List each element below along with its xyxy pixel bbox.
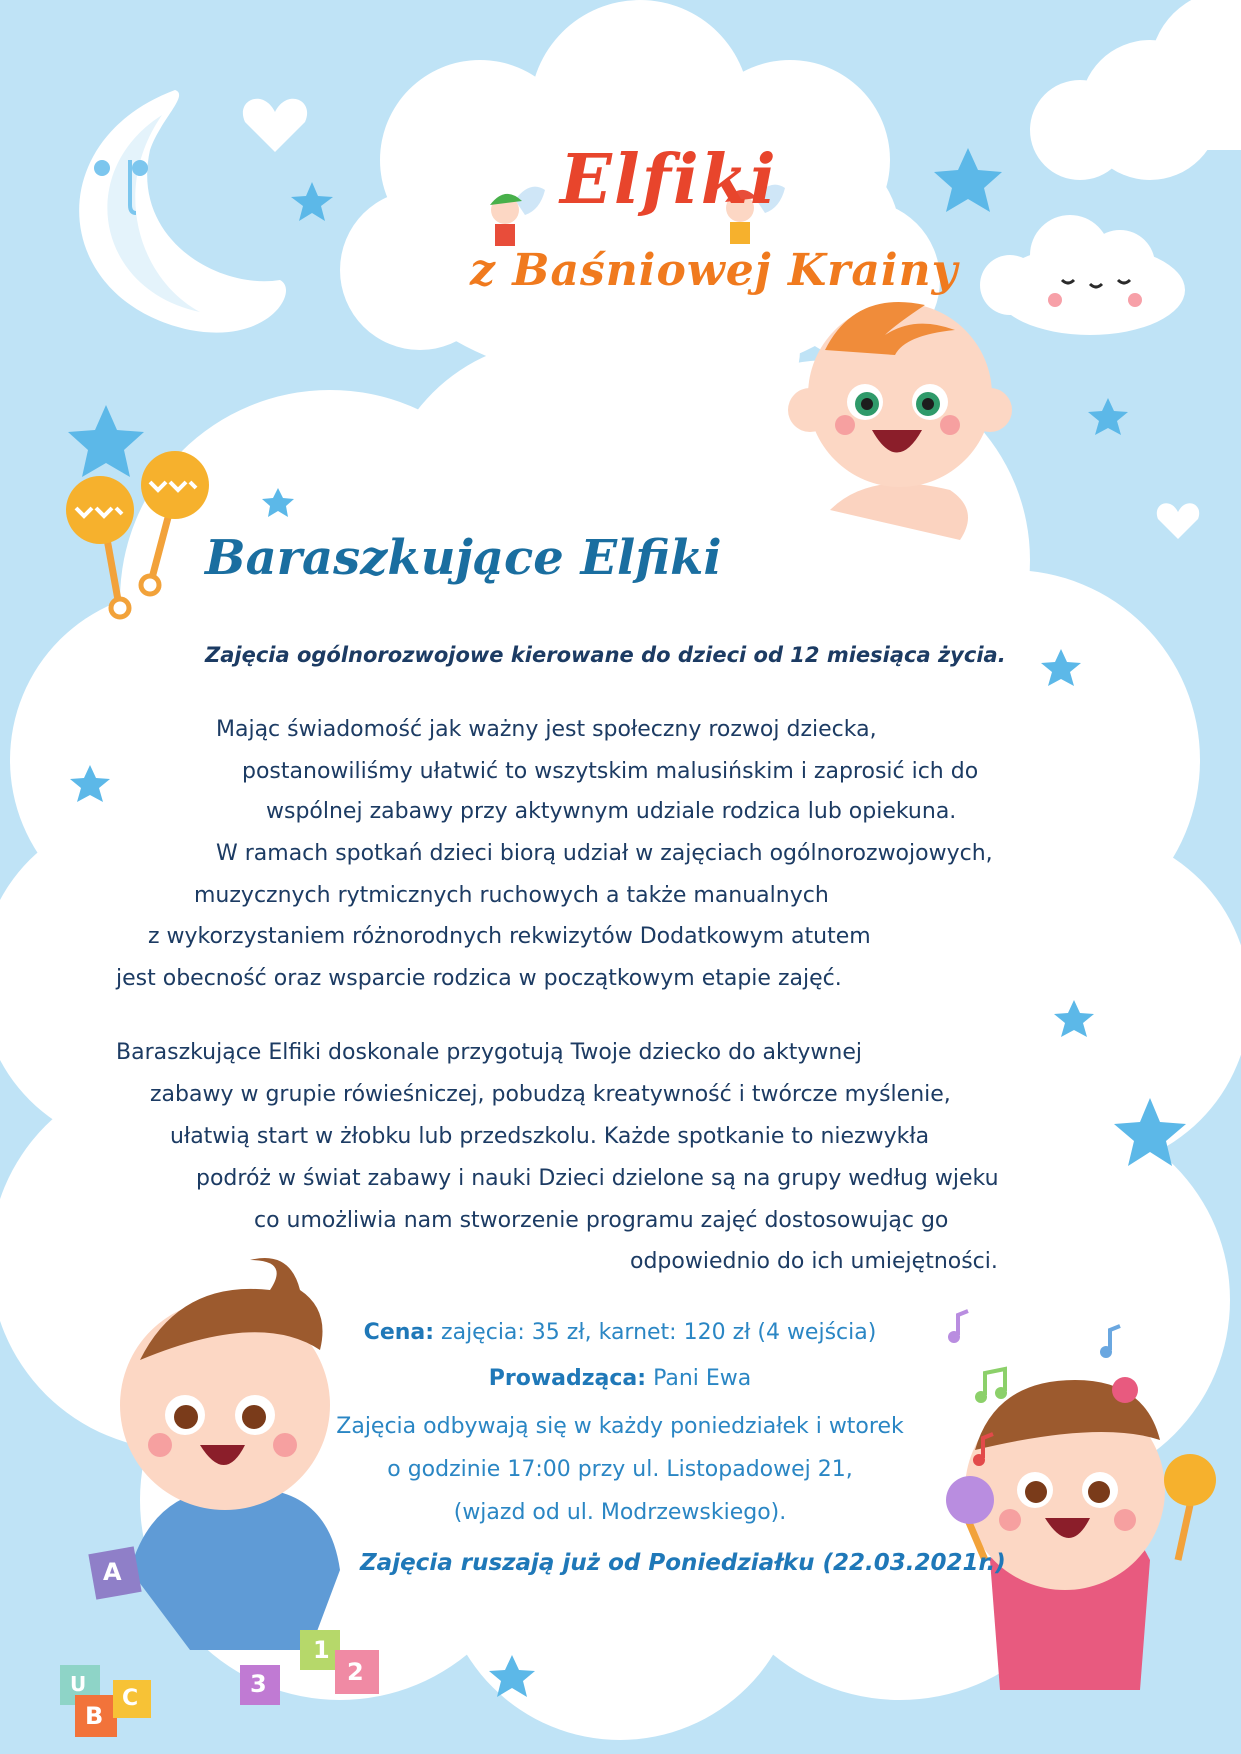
paragraph2-line: Baraszkujące Elfiki doskonale przygotują Twoje dziecko do aktywnej <box>116 1040 863 1065</box>
schedule-line: (wjazd od ul. Modrzewskiego). <box>453 1500 787 1525</box>
subtitle: Zajęcia ogólnorozwojowe kierowane do dzieci od 12 miesiąca życia. <box>205 643 1006 667</box>
block-letter-c: C <box>122 1686 139 1711</box>
paragraph2-line: ułatwią start w żłobku lub przedszkolu. Każde spotkanie to niezwykła <box>170 1124 930 1149</box>
small-cloud <box>980 215 1185 335</box>
page-title: Baraszkujące Elfiki <box>205 530 722 586</box>
price-value: zajęcia: 35 zł, karnet: 120 zł (4 wejścia) <box>434 1320 877 1345</box>
paragraph1-line: postanowiliśmy ułatwić to wszytskim malusińskim i zaprosić ich do <box>242 759 979 784</box>
logo-subtitle: z Baśniowej Krainy <box>470 245 959 296</box>
paragraph1-line: jest obecność oraz wsparcie rodzica w początkowym etapie zajęć. <box>116 966 842 991</box>
block-letter-a: A <box>103 1558 122 1586</box>
heart-1 <box>243 99 307 152</box>
block-number-2: 2 <box>347 1658 364 1686</box>
block-number-1: 1 <box>313 1636 330 1664</box>
teacher-label: Prowadząca: <box>488 1366 647 1391</box>
price-line <box>320 1320 920 1345</box>
corner-cloud <box>1030 0 1241 180</box>
paragraph2-line: podróż w świat zabawy i nauki Dzieci dzielone są na grupy według wjeku <box>196 1166 999 1191</box>
paragraph1-line: wspólnej zabawy przy aktywnym udziale rodzica lub opiekuna. <box>266 799 957 824</box>
block-number-3: 3 <box>250 1670 267 1698</box>
schedule-line: Zajęcia odbywają się w każdy poniedziałek i wtorek <box>336 1414 904 1439</box>
paragraph2-line: co umożliwia nam stworzenie programu zajęć dostosowując go <box>254 1208 949 1233</box>
logo-title: Elfiki <box>560 140 778 220</box>
paragraph2-line: zabawy w grupie rówieśniczej, pobudzą kreatywność i twórcze myślenie, <box>150 1082 951 1107</box>
heart-2 <box>1157 503 1199 539</box>
block-letter-b: B <box>85 1702 104 1730</box>
teacher-line <box>320 1366 920 1391</box>
teacher-value: Pani Ewa <box>646 1366 752 1391</box>
start-date-note: Zajęcia ruszają już od Poniedziałku (22.03.2021r.) <box>360 1550 1006 1576</box>
paragraph1-line: W ramach spotkań dzieci biorą udział w zajęciach ogólnorozwojowych, <box>216 841 993 866</box>
paragraph1-line: muzycznych rytmicznych ruchowych a także manualnych <box>194 883 829 908</box>
price-label: Cena: <box>363 1320 435 1345</box>
paragraph2-line: odpowiednio do ich umiejętności. <box>630 1249 998 1274</box>
paragraph1-line: Mając świadomość jak ważny jest społeczny rozwoj dziecka, <box>216 717 877 742</box>
paragraph1-line: z wykorzystaniem różnorodnych rekwizytów Dodatkowym atutem <box>148 924 871 949</box>
schedule-line: o godzinie 17:00 przy ul. Listopadowej 21, <box>387 1457 853 1482</box>
block-letter-u: U <box>70 1672 87 1696</box>
